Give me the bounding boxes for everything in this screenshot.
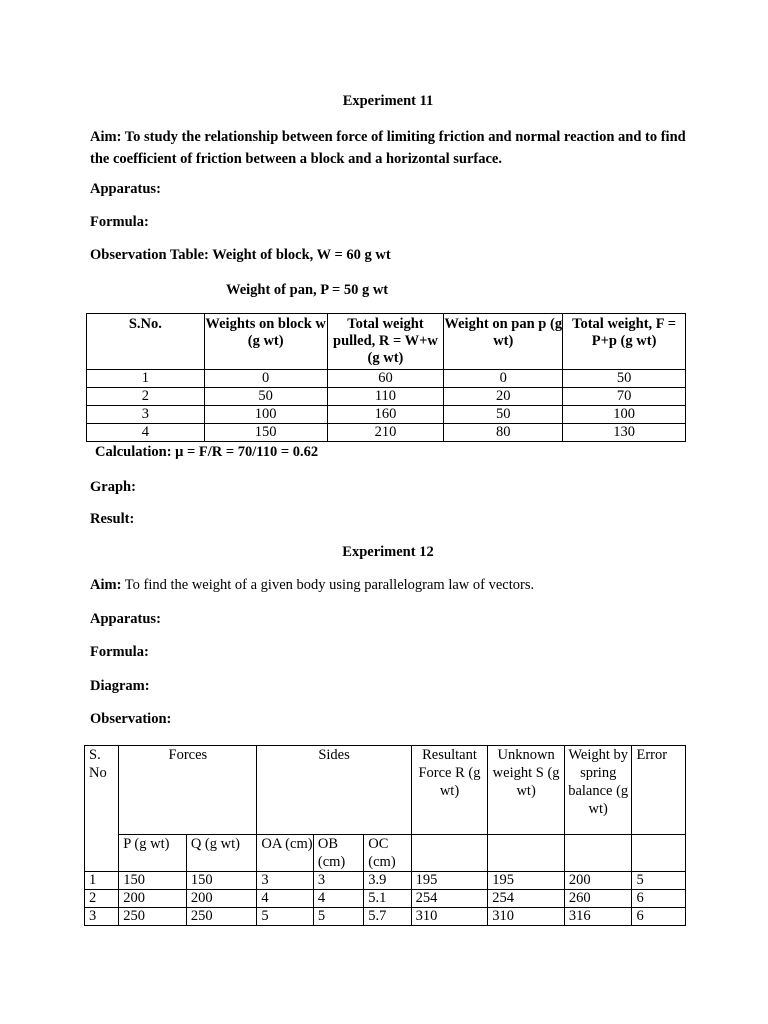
table-cell: 4 <box>313 890 363 908</box>
subheader-empty <box>411 835 488 872</box>
table-row <box>85 908 686 926</box>
table-cell: 70 <box>563 388 686 406</box>
table-cell: 160 <box>327 406 444 424</box>
table-cell: 3 <box>85 908 119 926</box>
table-cell: 5 <box>313 908 363 926</box>
table-cell: 254 <box>488 890 565 908</box>
table-cell: 200 <box>119 890 187 908</box>
subheader-empty <box>632 835 686 872</box>
experiment-12-formula: Formula: <box>90 644 149 660</box>
header-weights-on-block: Weights on block w (g wt) <box>204 314 327 370</box>
table-header-row <box>87 314 686 370</box>
parallelogram-observation-table <box>84 745 686 926</box>
table-cell: 150 <box>186 872 257 890</box>
table-row <box>87 388 686 406</box>
experiment-12-apparatus: Apparatus: <box>90 611 161 627</box>
table-cell: 4 <box>257 890 313 908</box>
table-cell: 130 <box>563 424 686 442</box>
table-row <box>87 370 686 388</box>
header-total-weight-f: Total weight, F = P+p (g wt) <box>563 314 686 370</box>
subheader-q: Q (g wt) <box>186 835 257 872</box>
table-cell: 250 <box>186 908 257 926</box>
table-cell: 150 <box>204 424 327 442</box>
experiment-11-aim: Aim: To study the relationship between force of limiting friction and normal reaction and to find the coefficient of friction between a block and a horizontal surface. <box>90 129 686 167</box>
aim-text: To find the weight of a given body using parallelogram law of vectors. <box>121 577 535 593</box>
table-row <box>87 424 686 442</box>
header-unknown-weight: Unknown weight S (g wt) <box>488 746 565 835</box>
pan-weight-caption: Weight of pan, P = 50 g wt <box>226 282 389 298</box>
subheader-empty <box>488 835 565 872</box>
table-cell: 210 <box>327 424 444 442</box>
header-weight-on-pan: Weight on pan p (g wt) <box>444 314 563 370</box>
subheader-oa: OA (cm) <box>257 835 313 872</box>
table-cell: 200 <box>186 890 257 908</box>
friction-observation-table <box>86 313 686 442</box>
observation-table-caption: Observation Table: Weight of block, W = 60 g wt <box>90 247 391 263</box>
header-resultant-force: Resultant Force R (g wt) <box>411 746 488 835</box>
table-cell: 5.7 <box>364 908 411 926</box>
header-sno: S.No. <box>87 314 205 370</box>
table-cell: 1 <box>87 370 205 388</box>
table-cell: 3.9 <box>364 872 411 890</box>
table-cell: 0 <box>444 370 563 388</box>
table-cell: 0 <box>204 370 327 388</box>
table-row <box>85 872 686 890</box>
table-cell: 3 <box>257 872 313 890</box>
table-cell: 110 <box>327 388 444 406</box>
table-cell: 50 <box>204 388 327 406</box>
table-cell: 310 <box>488 908 565 926</box>
table-cell: 5 <box>632 872 686 890</box>
experiment-11-apparatus: Apparatus: <box>90 181 161 197</box>
header-error: Error <box>632 746 686 835</box>
table-row <box>85 890 686 908</box>
table-cell: 1 <box>85 872 119 890</box>
table-cell: 250 <box>119 908 187 926</box>
header-sides: Sides <box>257 746 411 835</box>
table-cell: 100 <box>563 406 686 424</box>
experiment-11-graph: Graph: <box>90 479 136 495</box>
header-total-weight-pulled: Total weight pulled, R = W+w (g wt) <box>327 314 444 370</box>
subheader-oc: OC (cm) <box>364 835 411 872</box>
experiment-12-diagram: Diagram: <box>90 678 150 694</box>
header-spring-balance-weight: Weight by spring balance (g wt) <box>564 746 632 835</box>
table-row <box>87 406 686 424</box>
table-cell: 316 <box>564 908 632 926</box>
table-cell: 200 <box>564 872 632 890</box>
header-sno: S. No <box>85 746 119 872</box>
experiment-12-aim <box>90 577 534 594</box>
table-cell: 2 <box>87 388 205 406</box>
calculation-line: Calculation: μ = F/R = 70/110 = 0.62 <box>95 444 319 460</box>
table-cell: 150 <box>119 872 187 890</box>
table-cell: 80 <box>444 424 563 442</box>
table-cell: 3 <box>87 406 205 424</box>
table-cell: 3 <box>313 872 363 890</box>
table-cell: 50 <box>444 406 563 424</box>
table-header-row <box>85 746 686 835</box>
aim-label: Aim: <box>90 577 122 593</box>
table-cell: 20 <box>444 388 563 406</box>
table-subheader-row <box>85 835 686 872</box>
table-cell: 2 <box>85 890 119 908</box>
table-cell: 310 <box>411 908 488 926</box>
experiment-12-observation: Observation: <box>90 711 172 727</box>
table-cell: 5.1 <box>364 890 411 908</box>
experiment-12-title: Experiment 12 <box>342 544 434 560</box>
experiment-11-result: Result: <box>90 511 135 527</box>
table-cell: 50 <box>563 370 686 388</box>
table-cell: 195 <box>488 872 565 890</box>
table-cell: 260 <box>564 890 632 908</box>
subheader-empty <box>564 835 632 872</box>
table-cell: 6 <box>632 908 686 926</box>
table-cell: 4 <box>87 424 205 442</box>
document-page <box>90 0 686 1024</box>
subheader-p: P (g wt) <box>119 835 187 872</box>
table-cell: 195 <box>411 872 488 890</box>
table-cell: 60 <box>327 370 444 388</box>
table-cell: 5 <box>257 908 313 926</box>
table-cell: 254 <box>411 890 488 908</box>
subheader-ob: OB (cm) <box>313 835 363 872</box>
experiment-11-formula: Formula: <box>90 214 149 230</box>
experiment-11-title: Experiment 11 <box>342 93 434 109</box>
table-cell: 6 <box>632 890 686 908</box>
table-cell: 100 <box>204 406 327 424</box>
header-forces: Forces <box>119 746 257 835</box>
